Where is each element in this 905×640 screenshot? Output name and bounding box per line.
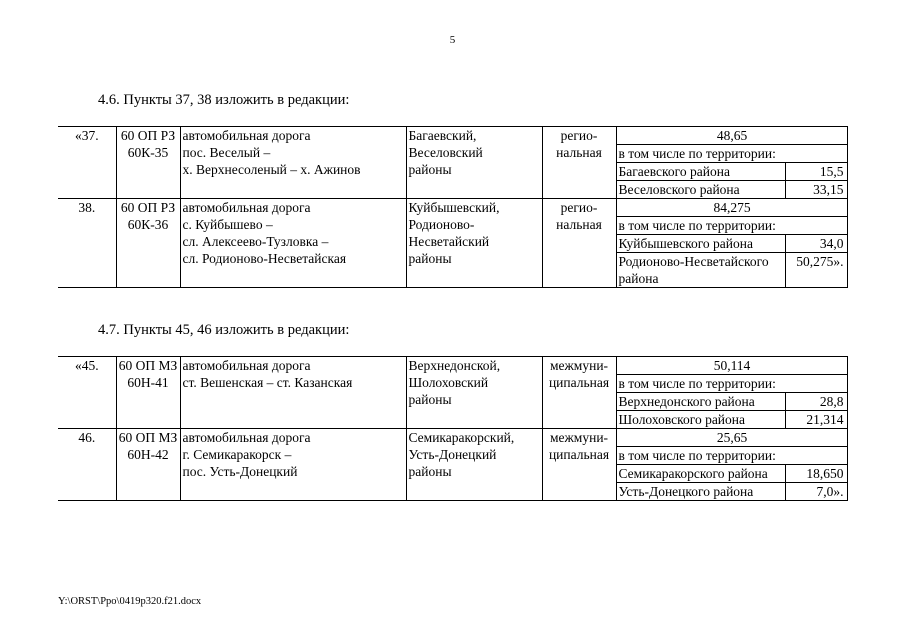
road-class xyxy=(542,199,616,288)
territory-label: Родионово-Несветайского района xyxy=(617,253,786,288)
road-code-line: 60Н-41 xyxy=(127,375,169,390)
district-line: районы xyxy=(408,392,452,407)
road-name-line: автомобильная дорога xyxy=(182,358,311,373)
road-length xyxy=(616,127,847,199)
length-breakdown xyxy=(617,429,848,500)
road-length xyxy=(616,199,847,288)
length-part-row xyxy=(617,253,848,288)
territory-label: Куйбышевского района xyxy=(617,235,786,253)
road-code xyxy=(116,429,180,501)
length-subtitle-row xyxy=(617,145,848,163)
road-code-line: 60 ОП МЗ xyxy=(118,358,178,373)
length-total: 48,65 xyxy=(716,128,748,143)
row-number: 38. xyxy=(58,199,116,288)
section-heading-4-6: 4.6. Пункты 37, 38 изложить в редакции: xyxy=(98,92,350,108)
territory-label: Веселовского района xyxy=(617,181,786,199)
road-class-line: регио- xyxy=(560,200,598,215)
territory-value: 15,5 xyxy=(786,163,848,181)
territory-value: 28,8 xyxy=(786,393,848,411)
districts xyxy=(406,199,542,288)
road-class xyxy=(542,127,616,199)
district-line: Шолоховский xyxy=(408,375,489,390)
length-subtitle: в том числе по территории: xyxy=(617,447,848,465)
road-class-line: ципальная xyxy=(548,447,610,462)
length-part-row xyxy=(617,483,848,501)
length-part-row xyxy=(617,411,848,429)
length-subtitle-row xyxy=(617,217,848,235)
road-name xyxy=(180,127,406,199)
road-name-line: х. Верхнесоленый – х. Ажинов xyxy=(182,162,361,177)
length-part-row xyxy=(617,163,848,181)
road-name xyxy=(180,357,406,429)
road-class-line: межмуни- xyxy=(549,358,609,373)
road-code-line: 60 ОП МЗ xyxy=(118,430,178,445)
road-name-line: с. Куйбышево – xyxy=(182,217,273,232)
table-row xyxy=(58,357,847,429)
roads-table-4-7 xyxy=(58,356,848,501)
road-code-line: 60 ОП РЗ xyxy=(120,200,176,215)
road-name-line: автомобильная дорога xyxy=(182,200,311,215)
road-class xyxy=(542,357,616,429)
row-number: «45. xyxy=(58,357,116,429)
length-total: 25,65 xyxy=(716,430,748,445)
territory-value: 50,275». xyxy=(786,253,848,288)
table-row xyxy=(58,199,847,288)
territory-value: 18,650 xyxy=(786,465,848,483)
length-total: 84,275 xyxy=(713,200,751,215)
length-total-row xyxy=(617,127,848,145)
road-code-line: 60К-36 xyxy=(127,217,169,232)
length-breakdown xyxy=(617,357,848,428)
length-breakdown xyxy=(617,127,848,198)
length-part-row xyxy=(617,235,848,253)
district-line: районы xyxy=(408,464,452,479)
road-name xyxy=(180,429,406,501)
districts xyxy=(406,357,542,429)
territory-label: Багаевского района xyxy=(617,163,786,181)
road-class-line: нальная xyxy=(556,217,602,232)
road-length xyxy=(616,357,847,429)
length-total-row xyxy=(617,357,848,375)
district-line: Семикаракорский, xyxy=(408,430,515,445)
length-subtitle-row xyxy=(617,375,848,393)
road-class-line: межмуни- xyxy=(549,430,609,445)
road-name-line: автомобильная дорога xyxy=(182,128,311,143)
length-total-row xyxy=(617,429,848,447)
district-line: Усть-Донецкий xyxy=(408,447,497,462)
road-code-line: 60Н-42 xyxy=(127,447,169,462)
road-name xyxy=(180,199,406,288)
districts xyxy=(406,429,542,501)
territory-label: Шолоховского района xyxy=(617,411,786,429)
district-line: районы xyxy=(408,251,452,266)
length-subtitle: в том числе по территории: xyxy=(617,375,848,393)
length-subtitle: в том числе по территории: xyxy=(617,217,848,235)
road-class-line: ципальная xyxy=(548,375,610,390)
length-subtitle-row xyxy=(617,447,848,465)
district-line: Несветайский xyxy=(408,234,490,249)
road-length xyxy=(616,429,847,501)
district-line: районы xyxy=(408,162,452,177)
length-part-row xyxy=(617,393,848,411)
road-code-line: 60 ОП РЗ xyxy=(120,128,176,143)
length-total-row xyxy=(617,199,848,217)
file-path-footer: Y:\ORST\Ppo\0419p320.f21.docx xyxy=(58,596,202,607)
territory-value: 34,0 xyxy=(786,235,848,253)
road-name-line: ст. Вешенская – ст. Казанская xyxy=(182,375,353,390)
roads-table-4-6 xyxy=(58,126,848,288)
table-row xyxy=(58,429,847,501)
district-line: Родионово- xyxy=(408,217,475,232)
road-code xyxy=(116,357,180,429)
districts xyxy=(406,127,542,199)
territory-value: 21,314 xyxy=(786,411,848,429)
territory-value: 7,0». xyxy=(786,483,848,501)
row-number: 46. xyxy=(58,429,116,501)
length-part-row xyxy=(617,181,848,199)
road-name-line: автомобильная дорога xyxy=(182,430,311,445)
length-breakdown xyxy=(617,199,848,287)
road-code xyxy=(116,199,180,288)
table-row xyxy=(58,127,847,199)
length-part-row xyxy=(617,465,848,483)
district-line: Веселовский xyxy=(408,145,483,160)
row-number: «37. xyxy=(58,127,116,199)
district-line: Верхнедонской, xyxy=(408,358,501,373)
district-line: Багаевский, xyxy=(408,128,477,143)
territory-label: Семикаракорского района xyxy=(617,465,786,483)
length-total: 50,114 xyxy=(713,358,751,373)
road-class-line: регио- xyxy=(560,128,598,143)
territory-value: 33,15 xyxy=(786,181,848,199)
section-heading-4-7: 4.7. Пункты 45, 46 изложить в редакции: xyxy=(98,322,350,338)
road-name-line: сл. Родионово-Несветайская xyxy=(182,251,347,266)
territory-label: Верхнедонского района xyxy=(617,393,786,411)
road-name-line: г. Семикаракорск – xyxy=(182,447,292,462)
road-class xyxy=(542,429,616,501)
road-code-line: 60К-35 xyxy=(127,145,169,160)
road-name-line: сл. Алексеево-Тузловка – xyxy=(182,234,329,249)
road-class-line: нальная xyxy=(556,145,602,160)
length-subtitle: в том числе по территории: xyxy=(617,145,848,163)
road-name-line: пос. Веселый – xyxy=(182,145,271,160)
road-code xyxy=(116,127,180,199)
territory-label: Усть-Донецкого района xyxy=(617,483,786,501)
district-line: Куйбышевский, xyxy=(408,200,500,215)
road-name-line: пос. Усть-Донецкий xyxy=(182,464,298,479)
page-number: 5 xyxy=(449,34,456,46)
